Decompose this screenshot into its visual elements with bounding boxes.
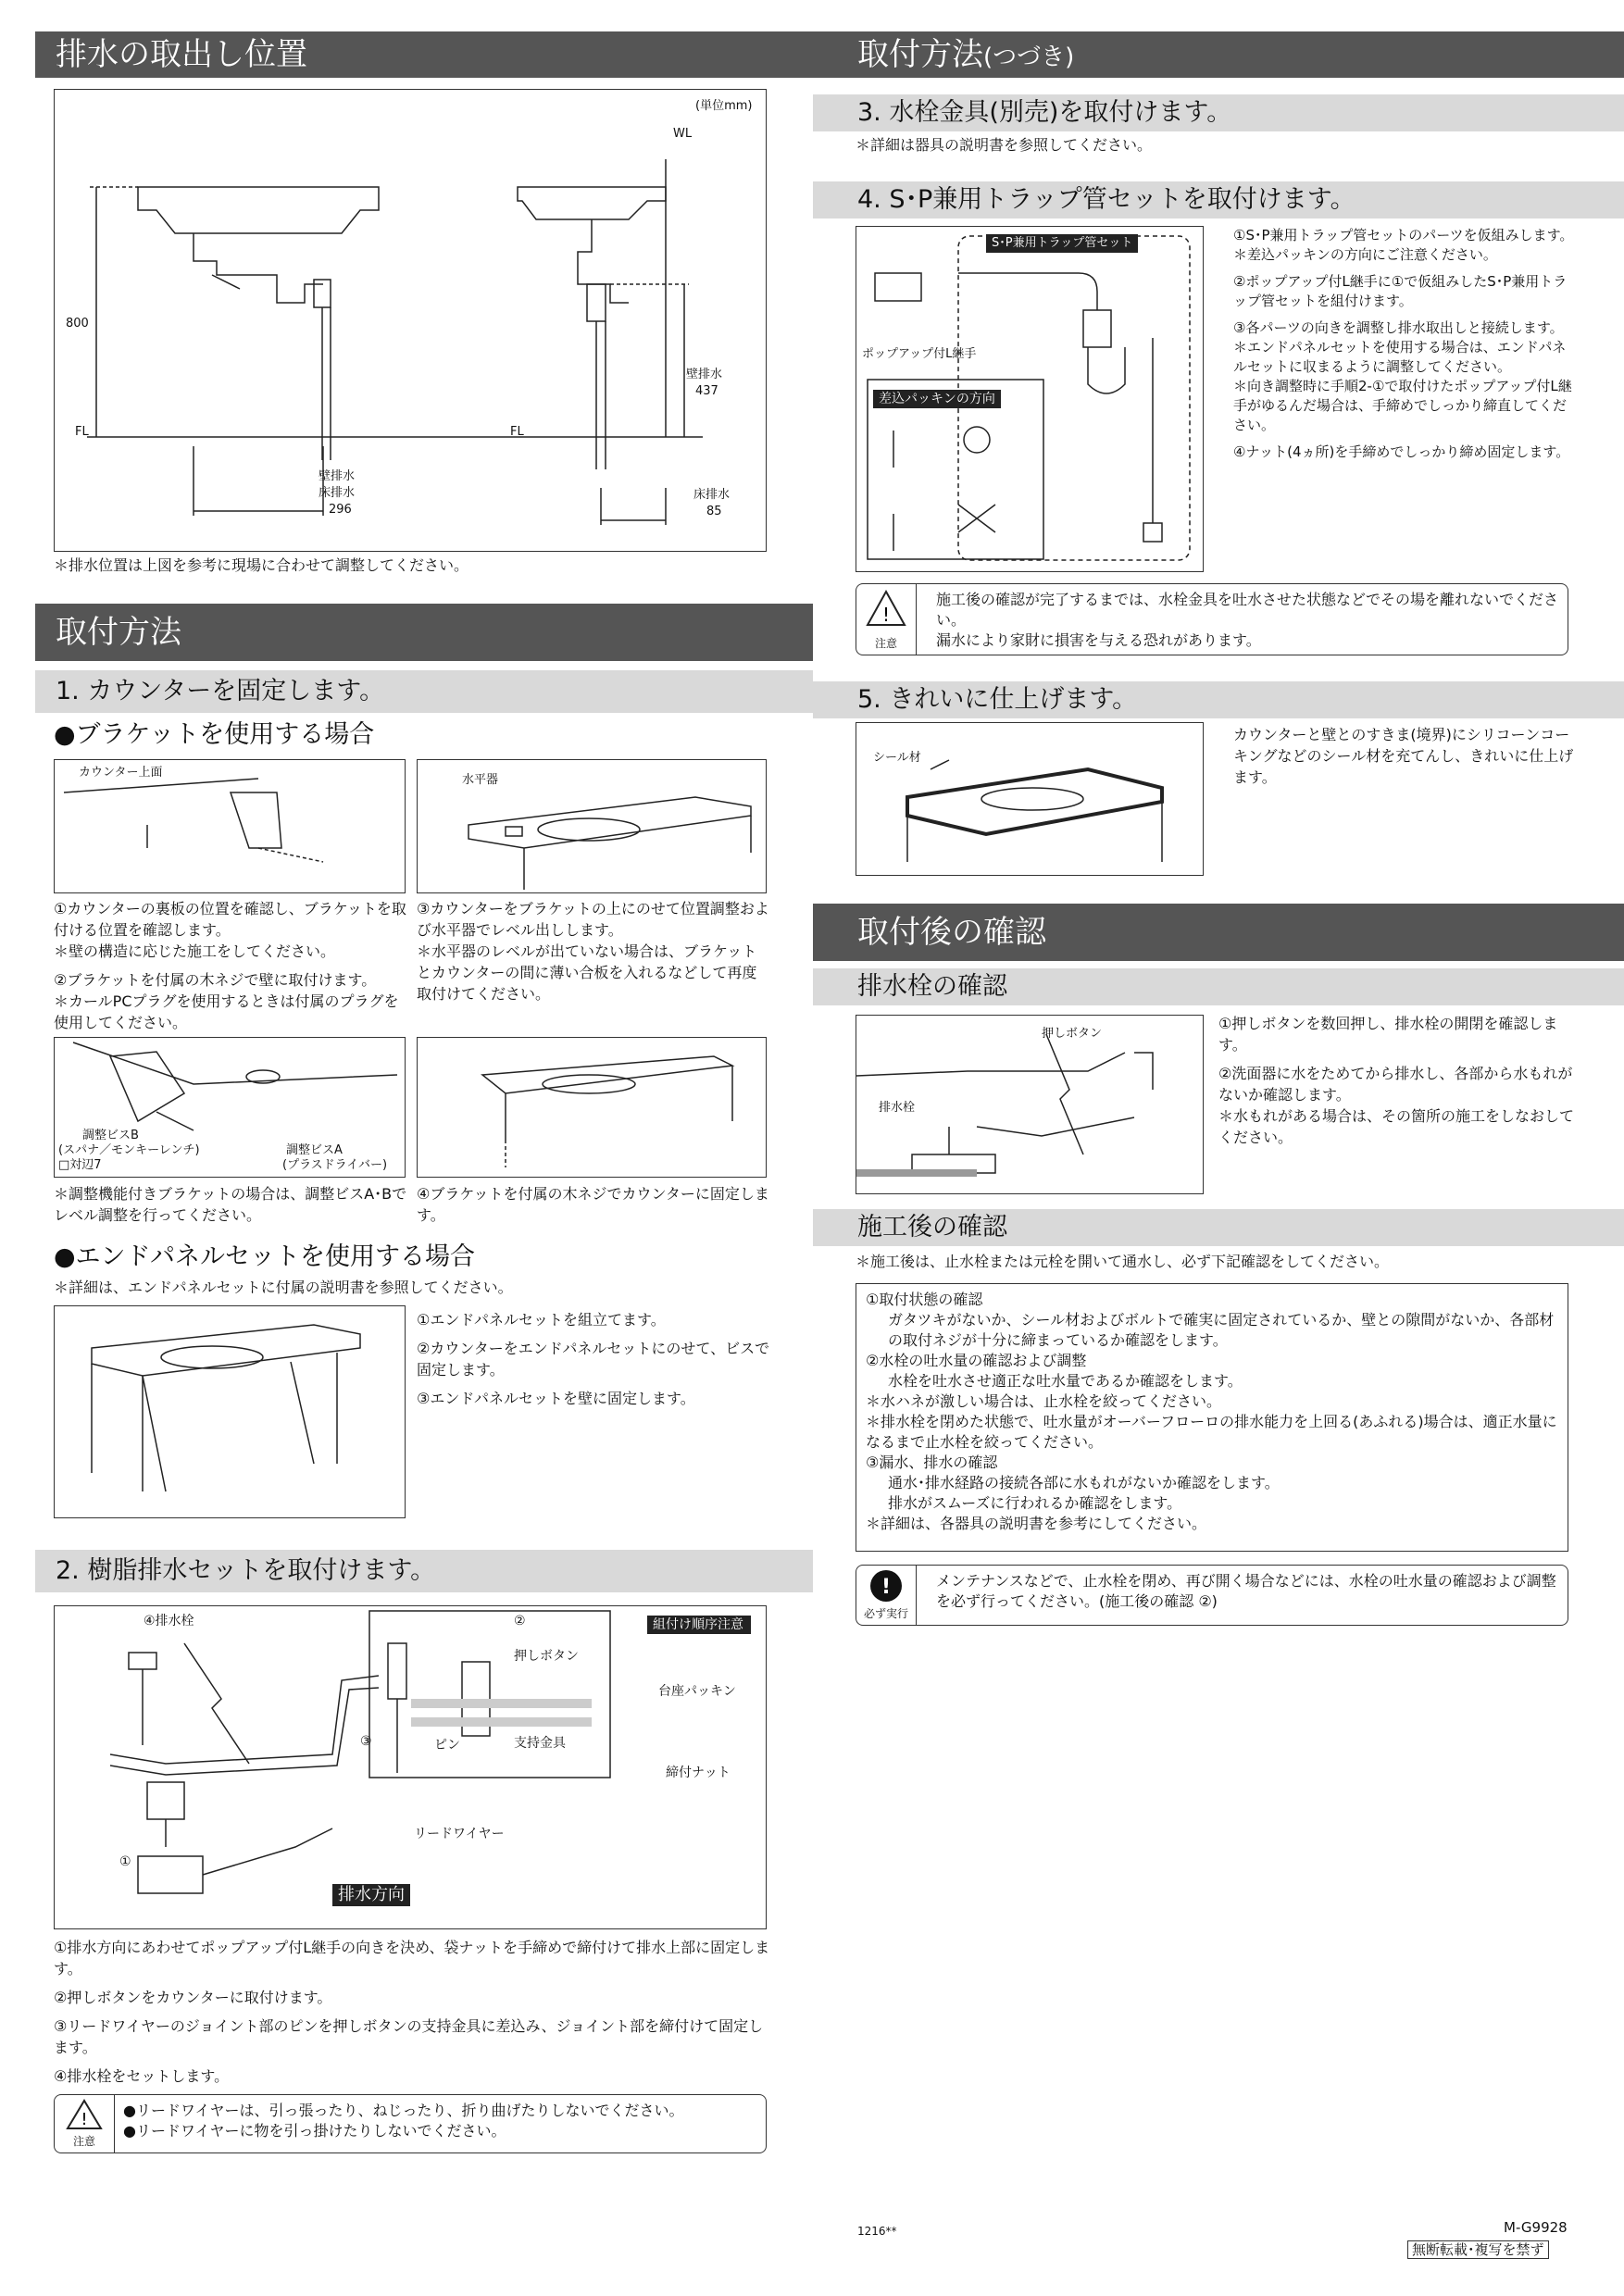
work-check-heading: 施工後の確認 [813, 1209, 1624, 1246]
drain-set-figure [54, 1605, 767, 1929]
footer-code: 1216** [857, 2225, 897, 2238]
step5-text: カウンターと壁とのすきま(境界)にシリコーンコーキングなどのシール材を充てんし、きれいに仕上げます。 [1233, 726, 1574, 786]
lead-wire-label: リードワイヤー [414, 1827, 505, 1841]
wall-drain-label-right: 壁排水 [686, 368, 723, 381]
install-cont-heading: 取付方法(つづき) [813, 31, 1624, 78]
drain-position-heading: 排水の取出し位置 [35, 31, 813, 78]
adjust-screw-a-label: 調整ビスA [286, 1143, 343, 1157]
svg-text:!: ! [81, 2110, 88, 2129]
drain-fig-num3: ③ [360, 1734, 372, 1749]
wl-label: WL [673, 127, 693, 141]
must-do-text: メンテナンスなどで、止水栓を閉め、再び開く場合などには、水栓の吐水量の確認および調整を必ず行ってください。(施工後の確認 ②) [936, 1572, 1556, 1610]
footer-copyright: 無断転載･複写を禁ず [1407, 2240, 1549, 2259]
bracket-step-4: ④ブラケットを付属の木ネジでカウンターに固定します。 [417, 1185, 769, 1224]
bracket-figure-3 [54, 1037, 406, 1178]
footer-model: M-G9928 [1504, 2219, 1568, 2236]
must-do-notice [856, 1565, 1568, 1626]
drain-plug-check-heading: 排水栓の確認 [813, 968, 1624, 1005]
drain-direction-tag: 排水方向 [332, 1884, 410, 1906]
sealant-label: シール材 [873, 751, 921, 765]
svg-text:!: ! [881, 604, 891, 626]
wall-drain-label-left: 壁排水 [319, 469, 356, 483]
adjust-screw-b-tool: (スパナ／モンキーレンチ) [58, 1143, 200, 1157]
push-button-label: 押しボタン [514, 1649, 579, 1664]
base-packing-label: 台座パッキン [658, 1684, 736, 1699]
dim-296-label: 296 [329, 503, 352, 517]
tightening-nut-label: 締付ナット [666, 1766, 731, 1780]
post-check-caution-b: 漏水により家財に損害を与える恐れがあります。 [936, 631, 1261, 649]
unit-label: (単位mm) [695, 99, 753, 113]
sealant-figure [856, 722, 1204, 876]
endpanel-figure [54, 1305, 406, 1518]
pin-label: ピン [434, 1738, 460, 1753]
trap-set-figure [856, 226, 1204, 572]
work-check-note: ＊施工後は、止水栓または元栓を開いて通水し、必ず下記確認をしてください。 [856, 1253, 1390, 1270]
drain-plug-label: ④排水栓 [144, 1614, 194, 1628]
adjust-screw-a-tool: (プラスドライバー) [282, 1158, 388, 1172]
floor-drain-label-right: 床排水 [693, 488, 731, 502]
caution-line-2: ●リードワイヤーに物を引っ掛けたりしないでください。 [123, 2122, 506, 2140]
after-install-heading: 取付後の確認 [813, 904, 1624, 961]
lead-wire-caution [54, 2094, 767, 2153]
step3-note: ＊詳細は器具の説明書を参照してください。 [856, 136, 1153, 154]
counter-top-label: カウンター上面 [79, 766, 163, 780]
fl-label-left: FL [75, 425, 89, 439]
drain-set-steps: ①排水方向にあわせてポップアップ付L継手の向きを決め、袋ナットを手締めで締付けて排水上部に固定します。 ②押しボタンをカウンターに取付けます。 ③リードワイヤーのジョイント部のピンを押しボタンの支持金具に差込み、ジョイント部を締付けて固定します。 ④排水栓をセットします。 [54, 1939, 770, 2085]
push-button-check-label: 押しボタン [1042, 1027, 1103, 1041]
drain-position-figure [54, 89, 767, 552]
post-check-caution-a: 施工後の確認が完了するまでは、水栓金具を吐水させた状態などでその場を離れないでください。 [936, 591, 1559, 629]
work-check-box: ①取付状態の確認 ガタツキがないか、シール材およびボルトで確実に固定されているか、壁との隙間がないか、各部材の取付ネジが十分に締まっているか確認をします。 ②水栓の吐水量の確認および調整 水栓を吐水させ適正な吐水量であるか確認をします。 ＊水ハネが激しい場合は、止水栓を絞ってください。 ＊排水栓を閉めた状態で、吐水量がオーバーフローロの排水能力を上回る(あふれる)場合は、適正水量になるまで止水栓を絞ってください。 ③漏水、排水の確認 通水･排水経路の接続各部に水もれがないか確認をします。 排水がスムーズに行われるか確認をします。 ＊詳細は、各器具の説明書を参考にしてください。 [856, 1283, 1568, 1552]
post-check-caution [856, 583, 1568, 655]
install-method-heading: 取付方法 [35, 604, 813, 661]
packing-direction-tag: 差込パッキンの方向 [873, 390, 1001, 408]
drain-position-note: ＊排水位置は上図を参考に現場に合わせて調整してください。 [54, 556, 469, 574]
bracket-subheading: ●ブラケットを使用する場合 [54, 720, 375, 749]
dim-437-label: 437 [695, 384, 718, 398]
endpanel-subheading: ●エンドパネルセットを使用する場合 [54, 1242, 476, 1271]
endpanel-note: ＊詳細は、エンドパネルセットに付属の説明書を参照してください。 [54, 1279, 513, 1296]
caution-icon: ! 注意 [856, 584, 917, 655]
height-800-label: 800 [66, 317, 89, 331]
fl-label-right: FL [510, 425, 524, 439]
drain-plug-check-label: 排水栓 [879, 1101, 916, 1115]
caution-icon: ! 注意 [55, 2095, 115, 2152]
drain-plug-steps: ①押しボタンを数回押し、排水栓の開閉を確認します。 ②洗面器に水をためてから排水し、各部から水もれがないか確認します。 ＊水もれがある場合は、その箇所の施工をしなおしてください。 [1218, 1015, 1575, 1146]
endpanel-steps: ①エンドパネルセットを組立てます。 ②カウンターをエンドパネルセットにのせて、ビスで固定します。 ③エンドパネルセットを壁に固定します。 [417, 1311, 770, 1407]
bracket-figure-1 [54, 759, 406, 893]
bracket-figure-4 [417, 1037, 767, 1178]
floor-drain-label-left: 床排水 [319, 486, 356, 500]
drain-fig-num2: ② [514, 1614, 526, 1628]
drain-fig-num1: ① [119, 1854, 131, 1869]
step5-heading: 5. きれいに仕上げます。 [813, 681, 1624, 718]
support-bracket-label: 支持金具 [514, 1736, 566, 1751]
assembly-order-tag: 組付け順序注意 [647, 1616, 751, 1634]
step4-heading: 4. S･P兼用トラップ管セットを取付けます。 [813, 181, 1624, 218]
drain-plug-figure [856, 1015, 1204, 1194]
must-do-icon: ! 必ず実行 [856, 1566, 917, 1625]
bracket-step-1: ①カウンターの裏板の位置を確認し、ブラケットを取付ける位置を確認します。 ＊壁の構造に応じた施工をしてください。 ②ブラケットを付属の木ネジで壁に取付けます。 ＊カールPCプラグを使用するときは付属のプラグを使用してください。 [54, 900, 406, 1031]
bracket-step-3: ③カウンターをブラケットの上にのせて位置調整および水平器でレベル出しします。 ＊水平器のレベルが出ていない場合は、ブラケットとカウンターの間に薄い合板を入れるなどして再度取付けてください。 [417, 900, 769, 1003]
caution-line-1: ●リードワイヤーは、引っ張ったり、ねじったり、折り曲げたりしないでください。 [123, 2102, 684, 2119]
level-label: 水平器 [462, 773, 499, 787]
dim-85-label: 85 [706, 505, 722, 518]
popup-joint-label: ポップアップ付L継手 [862, 347, 977, 361]
adjust-screw-b-label: 調整ビスB [82, 1129, 139, 1142]
bracket-note-4: ＊調整機能付きブラケットの場合は、調整ビスA･Bでレベル調整を行ってください。 [54, 1185, 407, 1224]
step2-heading: 2. 樹脂排水セットを取付けます。 [35, 1550, 813, 1592]
adjust-screw-b-size: □対辺7 [58, 1158, 102, 1172]
bracket-figure-2 [417, 759, 767, 893]
step1-heading: 1. カウンターを固定します。 [35, 670, 813, 713]
step3-heading: 3. 水栓金具(別売)を取付けます。 [813, 94, 1624, 131]
trap-set-tag: S･P兼用トラップ管セット [986, 234, 1138, 253]
svg-text:!: ! [881, 1576, 892, 1599]
trap-steps: ①S･P兼用トラップ管セットのパーツを仮組みします。 ＊差込パッキンの方向にご注意ください。 ②ポップアップ付L継手に①で仮組みしたS･P兼用トラップ管セットを組付けます。 ③各パーツの向きを調整し排水取出しと接続します。 ＊エンドパネルセットを使用する場合は、エンドパネルセットに収まるように調整してください。 ＊向き調整時に手順2-①で取付けたポップアップ付L継手がゆるんだ場合は、手締めでしっかり締直してください。 ④ナット(4ヵ所)を手締めでしっかり締め固定します。 [1233, 227, 1574, 460]
